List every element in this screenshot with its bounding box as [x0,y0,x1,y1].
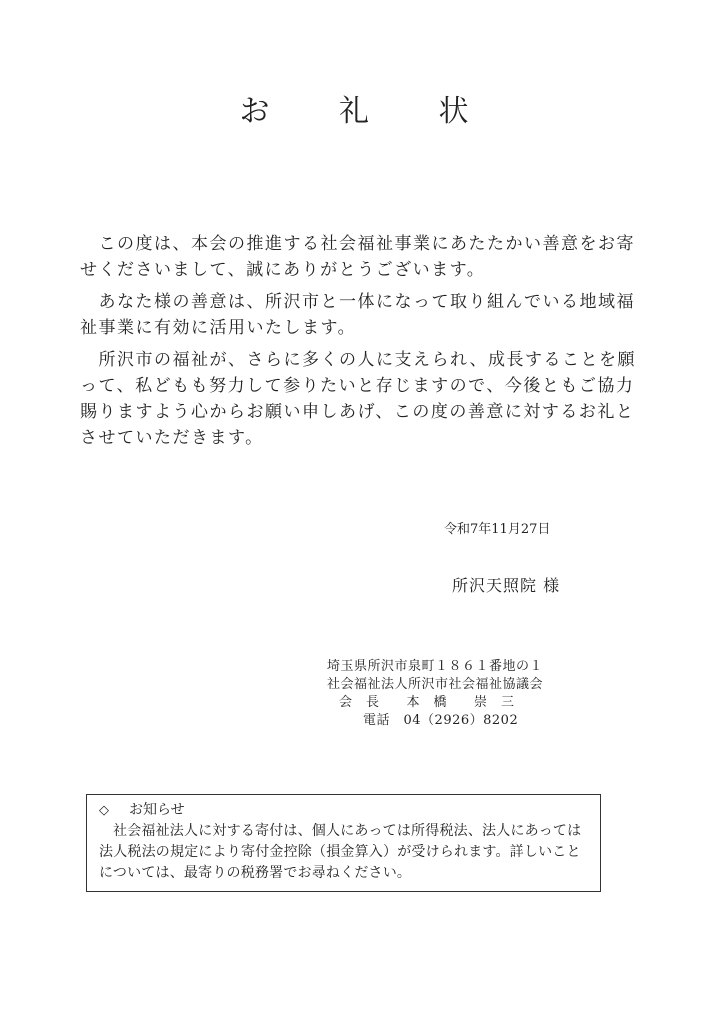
paragraph-gratitude: この度は、本会の推進する社会福祉事業にあたたかい善意をお寄せくださいまして、誠にありがとうございます。 [80,234,635,280]
sender-phone: 電話 04（2926）8202 [363,713,519,728]
paragraph-closing: 所沢市の福祉が、さらに多くの人に支えられ、成長することを願って、私どもも努力して参りたいと存じますので、今後ともご協力賜りますよう心からお願い申しあげ、この度の善意に対するお礼とさせていただきます。 [80,350,637,448]
notice-heading: お知らせ [129,802,185,818]
notice-box [86,794,601,892]
sender-organization: 社会福祉法人所沢市社会福祉協議会 [327,677,544,692]
diamond-outline-icon: ◇ [99,803,109,818]
recipient-name: 所沢天照院 様 [452,576,561,595]
paragraph-usage: あなた様の善意は、所沢市と一体になって取り組んでいる地域福祉事業に有効に活用いたします。 [80,292,635,338]
notice-header [99,800,588,821]
letter-date: 令和7年11月27日 [444,522,551,537]
sender-address: 埼玉県所沢市泉町１８６１番地の１ [327,659,544,674]
sender-chair: 会 長 本 橋 崇 三 [339,695,515,710]
notice-body: 社会福祉法人に対する寄付は、個人にあっては所得税法、法人にあっては法人税法の規定により寄付金控除（損金算入）が受けられます。詳しいことについては、最寄りの税務署でお尋ねください。 [99,823,582,881]
letter-title: お 礼 状 [239,94,499,129]
sender-block [327,658,543,730]
